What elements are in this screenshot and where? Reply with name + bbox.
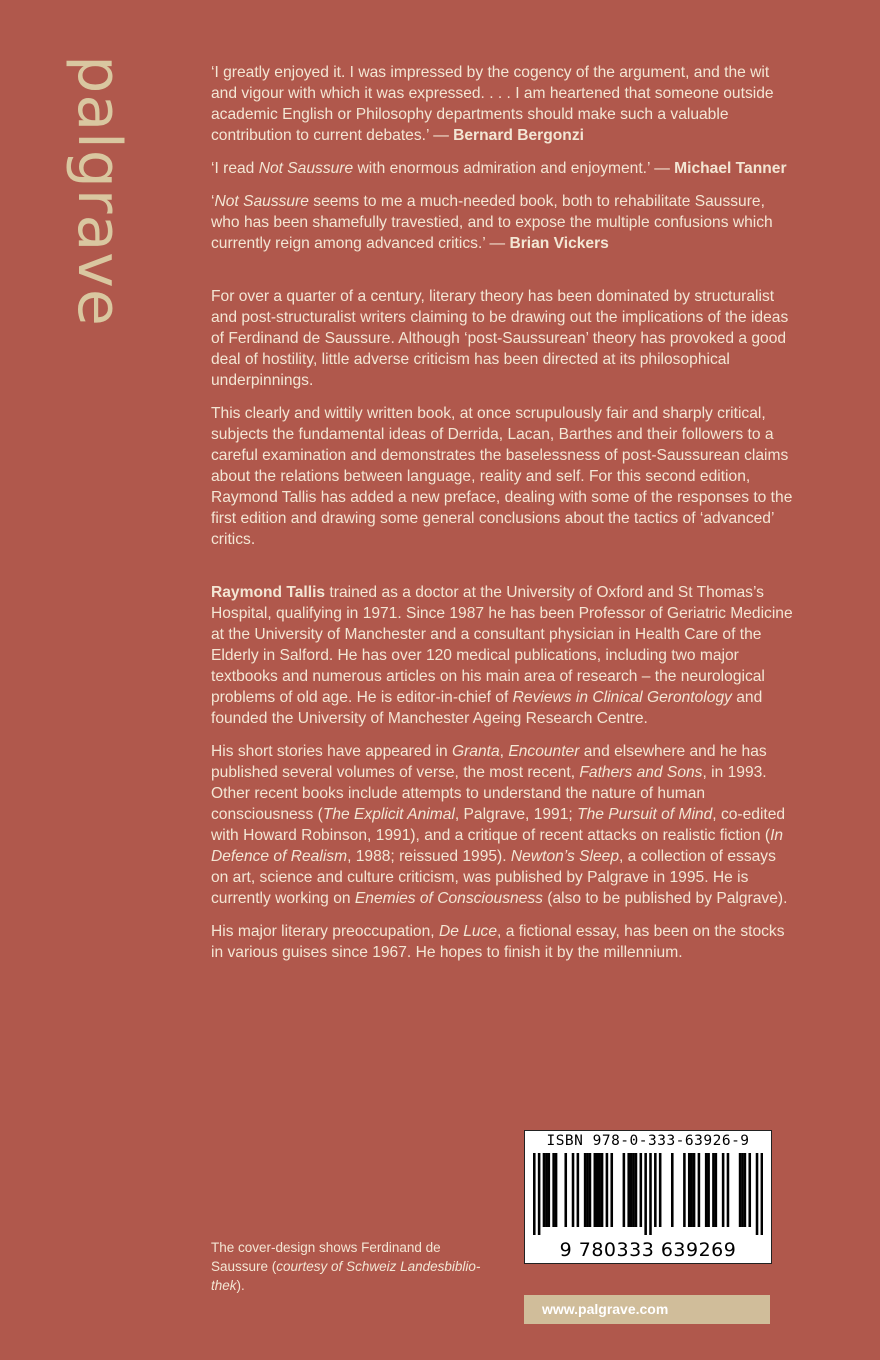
quote-author: Michael Tanner: [674, 160, 787, 177]
barcode-bar: [671, 1153, 674, 1227]
barcode-bar: [594, 1153, 597, 1227]
barcode-bars: [533, 1153, 763, 1235]
barcode-bar: [606, 1153, 609, 1227]
barcode-bar: [533, 1153, 536, 1235]
barcode-bar: [543, 1153, 546, 1227]
isbn-digits: 9 780333 639269: [559, 1239, 737, 1261]
barcode-bar: [555, 1153, 558, 1227]
barcode-bar: [644, 1153, 647, 1235]
author-bio: Raymond Tallis trained as a doctor at the University of Oxford and St Thomas’s Hospital, qualifying in 1971. Since 1987 he has been Professor of Geriatric Medicine at the University of Manchester and a consultant physician in Health Care of the Elderly in Salford. He has over 120 medical publications, including two major textbooks and numerous articles on his main area of research – the neurological problems of old age. He is editor-in-chief of Reviews in Clinical Gerontology and founded the University of Manchester Ageing Research Centre.: [211, 584, 793, 727]
barcode-bar: [698, 1153, 701, 1227]
palgrave-logo: [64, 55, 134, 327]
barcode-bar: [596, 1153, 599, 1227]
barcode-bar: [598, 1153, 601, 1227]
barcode-bar: [548, 1153, 551, 1227]
author-bio-preoccupation: His major literary preoccupation, De Luce, a fictional essay, has been on the stocks in various guises since 1967. He hopes to finish it by the millennium.: [211, 923, 785, 961]
barcode-bar: [632, 1153, 635, 1227]
barcode-bar: [756, 1153, 759, 1235]
barcode-bar: [584, 1153, 587, 1227]
blurb-paragraph: This clearly and wittily written book, at once scrupulously fair and sharply critical, subjects the fundamental ideas of Derrida, Lacan, Barthes and their followers to a careful examination and demonstrates the baselessness of post-Saussurean claims about the relations between language, reality and self. For this second edition, Raymond Tallis has added a new preface, dealing with some of the responses to the first edition and drawing some general conclusions about the tactics of ‘advanced’ critics.: [211, 405, 793, 548]
quote-author: Bernard Bergonzi: [453, 127, 584, 144]
barcode-bar: [739, 1153, 742, 1227]
quote-tanner: ‘I read Not Saussure with enormous admiration and enjoyment.’ — Michael Tanner: [211, 160, 787, 177]
blurb-paragraph: For over a quarter of a century, literary theory has been dominated by structuralist and post-structuralist writers claiming to be drawing out the implications of the ideas of Ferdinand de Saussure. Although ‘post-Saussurean’ theory has provoked a good deal of hostility, little adverse criticism has been directed at its philosophical underpinnings.: [211, 288, 789, 389]
barcode-bar: [744, 1153, 747, 1227]
author-name: Raymond Tallis: [211, 584, 326, 601]
barcode-bar: [683, 1153, 686, 1227]
barcode-bar: [649, 1153, 652, 1235]
barcode-bar: [577, 1153, 580, 1227]
barcode-bar: [654, 1153, 657, 1227]
barcode-bar: [748, 1153, 751, 1227]
quote-vickers: ‘Not Saussure seems to me a much-needed book, both to rehabilitate Saussure, who has been shamefully travestied, and to expose the multiple confusions which currently reign among advanced critics.’ — Brian Vickers: [211, 193, 773, 252]
author-bio-works: His short stories have appeared in Granta, Encounter and elsewhere and he has published several volumes of verse, the most recent, Fathers and Sons, in 1993. Other recent books include attempts to understand the nature of human consciousness (The Explicit Animal, Palgrave, 1991; The Pursuit of Mind, co-edited with Howard Robinson, 1991), and a critique of recent attacks on realistic fiction (In Defence of Realism, 1988; reissued 1995). Newton’s Sleep, a collection of essays on art, science and culture criticism, was published by Palgrave in 1995. He is currently working on Enemies of Consciousness (also to be published by Palgrave).: [211, 743, 788, 907]
isbn-barcode: [524, 1130, 772, 1264]
barcode-bar: [707, 1153, 710, 1227]
publisher-url[interactable]: www.palgrave.com: [524, 1295, 770, 1324]
barcode-bar: [688, 1153, 691, 1227]
barcode-bar: [623, 1153, 626, 1227]
barcode-bar: [640, 1153, 643, 1227]
barcode-bar: [564, 1153, 567, 1227]
quote-bergonzi: ‘I greatly enjoyed it. I was impressed by the cogency of the argument, and the wit and vigour with which it was expressed. . . . I am heartened that someone outside academic English or Philosophy departments should make such a valuable contribution to current debates.’ — Bernard Bergonzi: [211, 64, 774, 144]
barcode-bar: [586, 1153, 589, 1227]
cover-caption: The cover-design shows Ferdinand de Saussure (courtesy of Schweiz Landesbiblio-thek).: [211, 1240, 481, 1293]
barcode-bar: [727, 1153, 730, 1227]
barcode-bar: [705, 1153, 708, 1227]
barcode-bar: [610, 1153, 613, 1227]
barcode-bar: [545, 1153, 548, 1227]
barcode-bar: [552, 1153, 555, 1227]
quote-author: Brian Vickers: [509, 235, 609, 252]
barcode-bar: [712, 1153, 715, 1227]
barcode-bar: [601, 1153, 604, 1227]
barcode-bar: [572, 1153, 575, 1227]
barcode-bar: [538, 1153, 541, 1235]
barcode-bar: [659, 1153, 662, 1227]
barcode-bar: [722, 1153, 725, 1227]
barcode-bar: [761, 1153, 763, 1235]
palgrave-logo-text: palgrave: [64, 55, 134, 327]
back-cover-text: [211, 62, 796, 975]
barcode-bar: [715, 1153, 718, 1227]
barcode-bar: [630, 1153, 633, 1227]
barcode-bar: [693, 1153, 696, 1227]
barcode-bar: [635, 1153, 638, 1227]
barcode-bar: [741, 1153, 744, 1227]
barcode-bar: [589, 1153, 592, 1227]
barcode-bar: [627, 1153, 630, 1227]
isbn-label: ISBN 978-0-333-63926-9: [546, 1133, 750, 1149]
barcode-bar: [690, 1153, 693, 1227]
